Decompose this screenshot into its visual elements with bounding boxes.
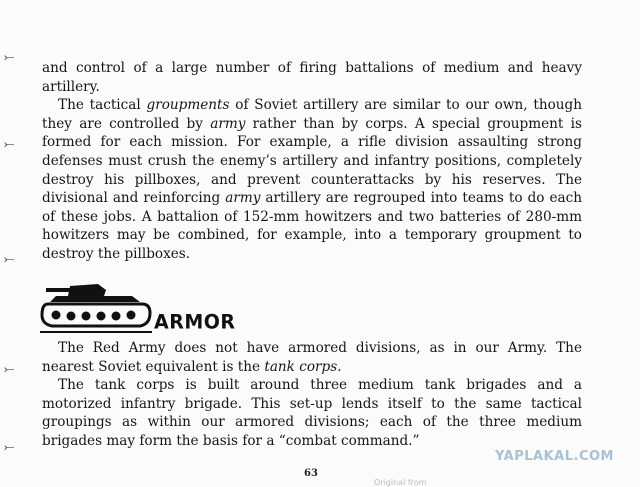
source-note: Original from bbox=[374, 478, 427, 487]
margin-mark-icon: ⤚ bbox=[4, 440, 15, 455]
tank-icon bbox=[40, 282, 152, 334]
paragraph-continuation: and control of a large number of firing battalions of medium and heavy artillery. bbox=[42, 60, 582, 95]
paragraph-red-army: The Red Army does not have armored divisions, as in our Army. The nearest Soviet equivalent is the tank corps. bbox=[42, 340, 582, 375]
upper-text-block bbox=[42, 59, 582, 264]
page-number: 63 bbox=[304, 468, 318, 479]
lower-text-block bbox=[42, 339, 582, 451]
watermark: YAPLAKAL.COM bbox=[495, 449, 614, 464]
margin-mark-icon: ⤚ bbox=[4, 362, 15, 377]
section-title: ARMOR bbox=[154, 310, 236, 334]
section-heading-armor bbox=[40, 282, 340, 338]
margin-mark-icon: ⤚ bbox=[4, 50, 15, 65]
paragraph-groupments: The tactical groupments of Soviet artillery are similar to our own, though they are controlled by army rather than by corps. A special groupment is formed for each mission. For example, a rifle division assaulting strong defenses must crush the enemy’s artillery and infantry positions, completely destroy his pillboxes, and prevent counterattacks by his reserves. The divisional and reinforcing army artillery are regrouped into teams to do each of these jobs. A battalion of 152-mm howitzers and two batteries of 280-mm howitzers may be combined, for example, into a temporary groupment to destroy the pillboxes. bbox=[42, 97, 582, 262]
paragraph-tank-corps: The tank corps is built around three medium tank brigades and a motorized infantry brigade. This set-up lends itself to the same tactical groupings as within our armored divisions; each of the three medium brigades may form the basis for a “combat command.” bbox=[42, 377, 582, 449]
margin-mark-icon: ⤚ bbox=[4, 252, 15, 267]
emphasis-groupments: groupments bbox=[146, 97, 230, 114]
margin-mark-icon: ⤚ bbox=[4, 137, 15, 152]
emphasis-army: army bbox=[225, 190, 261, 207]
emphasis-army: army bbox=[210, 115, 246, 132]
emphasis-tank-corps: tank corps. bbox=[264, 358, 342, 375]
